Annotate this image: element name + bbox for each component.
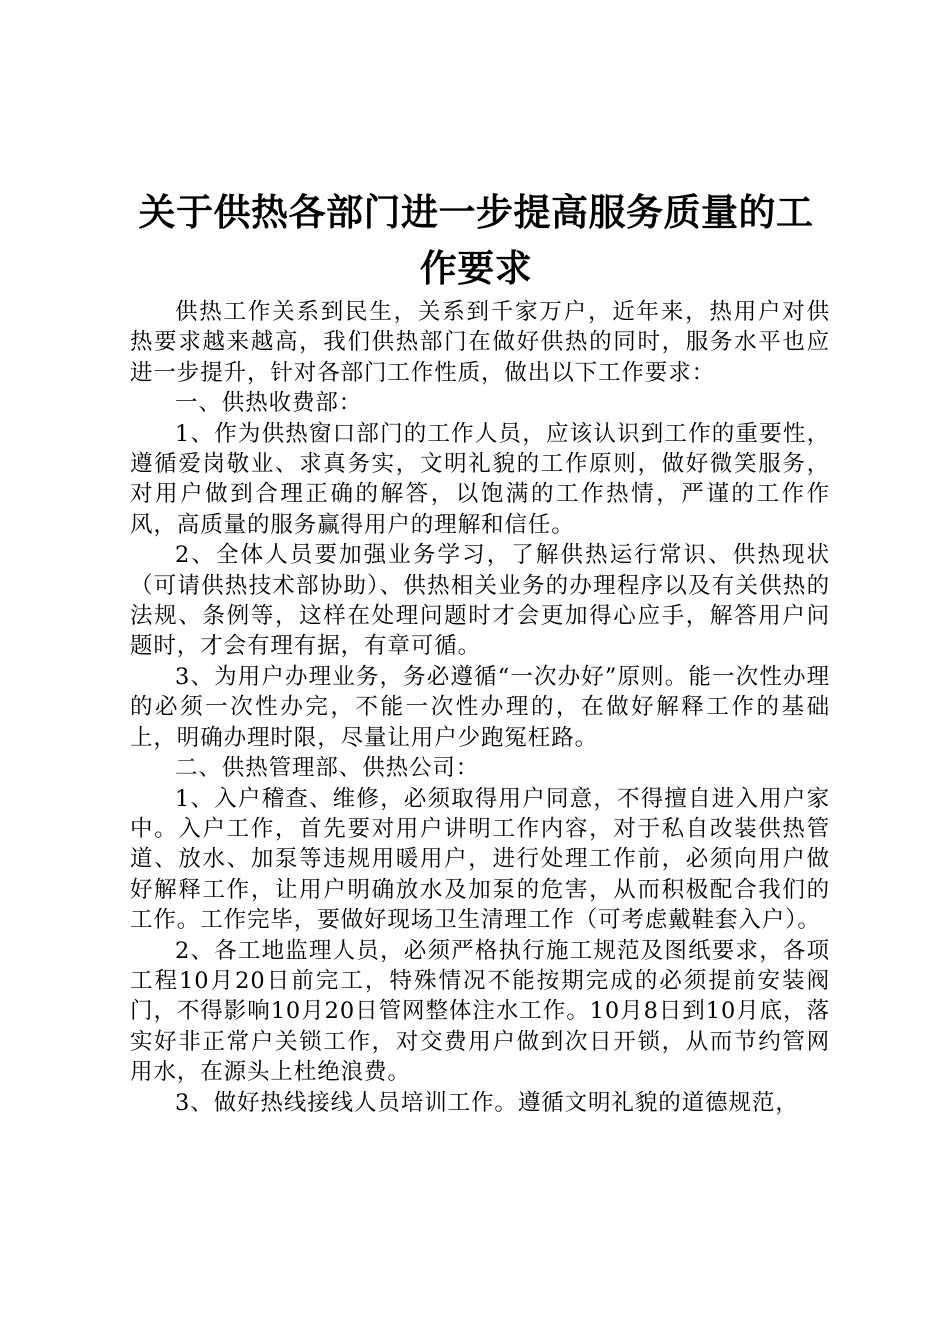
paragraph-billing-2: 2、全体人员要加强业务学习，了解供热运行常识、供热现状（可请供热技术部协助）、供热相关业务的办理程序以及有关供热的法规、条例等，这样在处理问题时才会更加得心应手，解答用户问题时，才会有理有据，有章可循。 bbox=[130, 542, 830, 660]
paragraph-management-2: 2、各工地监理人员，必须严格执行施工规范及图纸要求，各项工程10月20日前完工，特殊情况不能按期完成的必须提前安装阀门，不得影响10月20日管网整体注水工作。10月8日到10月底，落实好非正常户关锁工作，对交费用户做到次日开锁，从而节约管网用水，在源头上杜绝浪费。 bbox=[130, 937, 830, 1086]
paragraph-billing-1: 1、作为供热窗口部门的工作人员，应该认识到工作的重要性，遵循爱岗敬业、求真务实，文明礼貌的工作原则，做好微笑服务，对用户做到合理正确的解答，以饱满的工作热情，严谨的工作作风，高质量的服务赢得用户的理解和信任。 bbox=[130, 420, 830, 538]
section-heading-management: 二、供热管理部、供热公司： bbox=[175, 755, 480, 782]
paragraph-management-1: 1、入户稽查、维修，必须取得用户同意，不得擅自进入用户家中。入户工作，首先要对用户讲明工作内容，对于私自改装供热管道、放水、加泵等违规用暖用户，进行处理工作前，必须向用户做好解释工作，让用户明确放水及加泵的危害，从而积极配合我们的工作。工作完毕，要做好现场卫生清理工作（可考虑戴鞋套入户）。 bbox=[130, 785, 830, 934]
paragraph-management-3: 3、做好热线接线人员培训工作。遵循文明礼貌的道德规范， bbox=[175, 1089, 799, 1116]
paragraph-billing-3: 3、为用户办理业务，务必遵循“一次办好”原则。能一次性办理的必须一次性办完，不能一次性办理的，在做好解释工作的基础上，明确办理时限，尽量让用户少跑冤枉路。 bbox=[130, 663, 830, 751]
document-body bbox=[130, 297, 830, 1118]
paragraph-intro: 供热工作关系到民生，关系到千家万户，近年来，热用户对供热要求越来越高，我们供热部门在做好供热的同时，服务水平也应进一步提升，针对各部门工作性质，做出以下工作要求： bbox=[130, 299, 830, 386]
document-title: 关于供热各部门进一步提高服务质量的工作要求 bbox=[138, 190, 814, 290]
section-heading-billing: 一、供热收费部： bbox=[175, 390, 363, 417]
